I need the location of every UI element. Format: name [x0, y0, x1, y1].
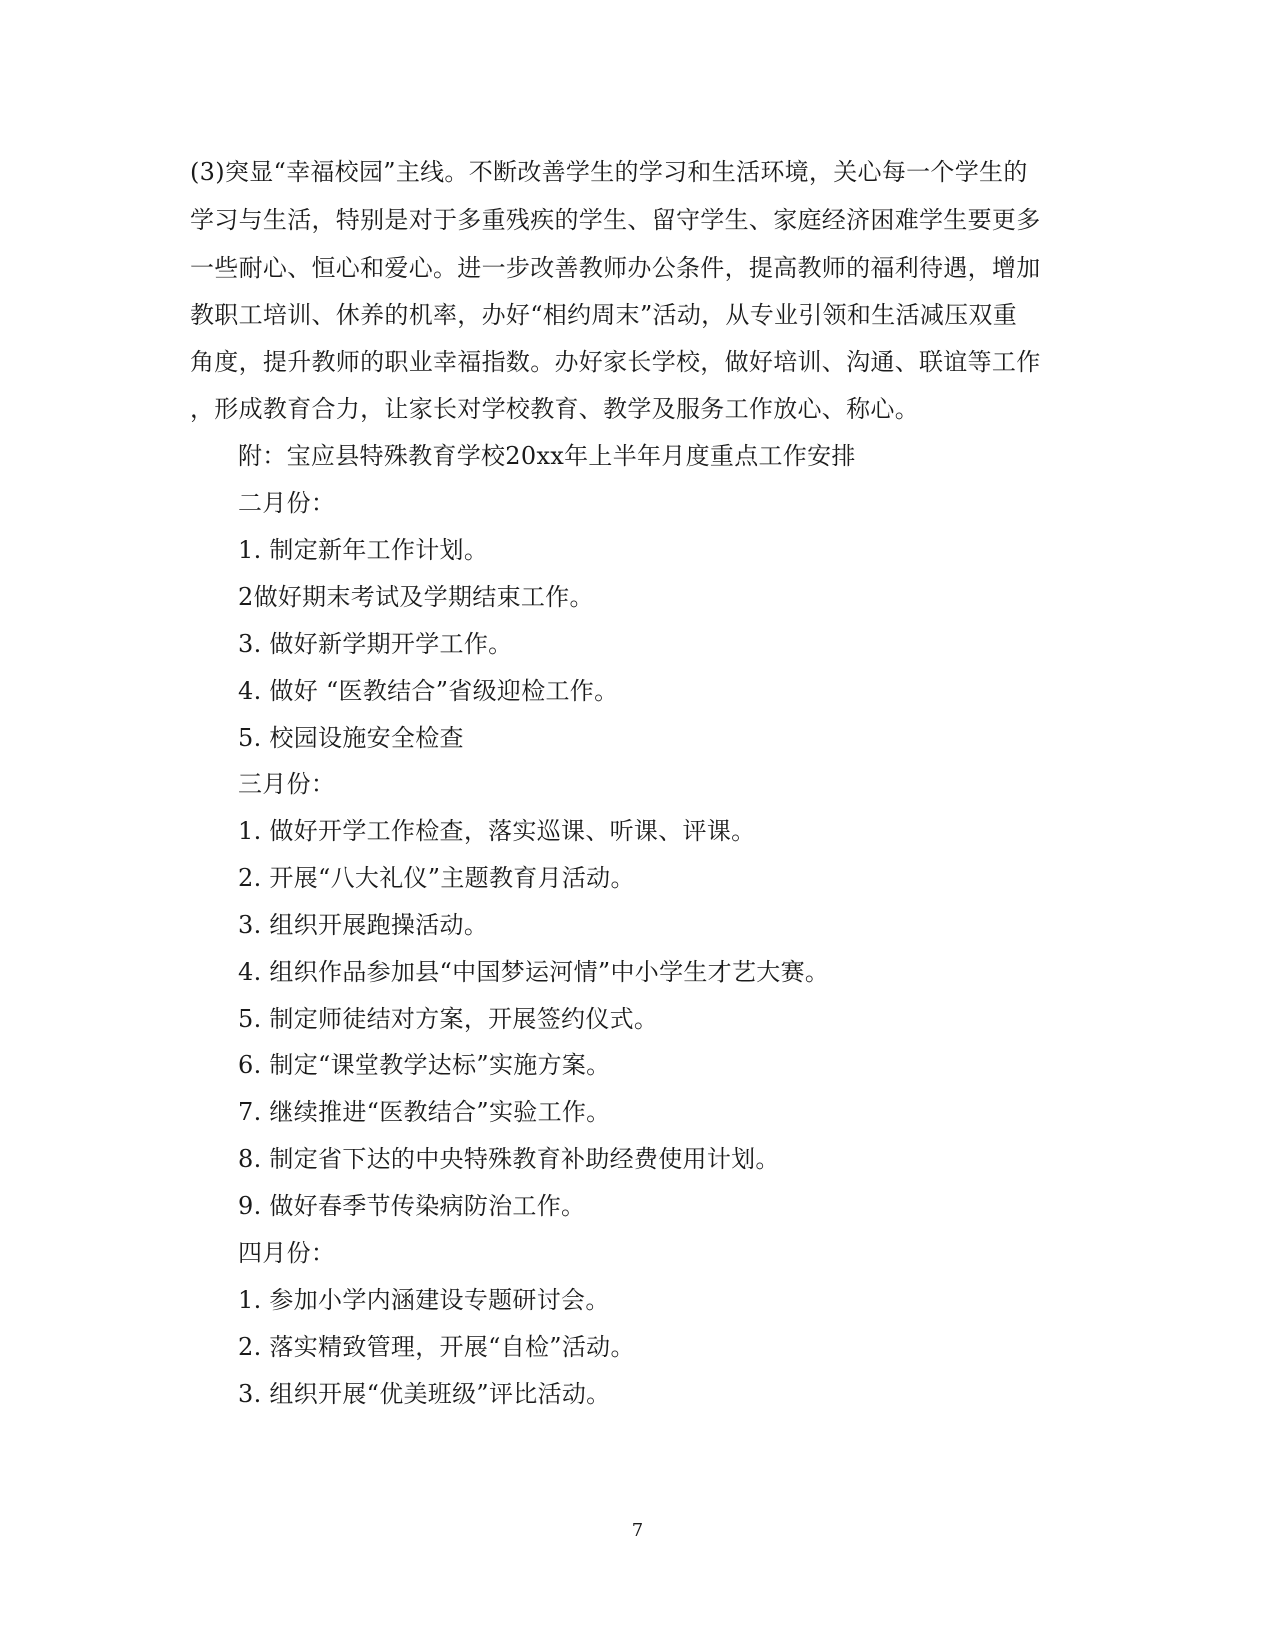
list-item: 6. 制定“课堂教学达标”实施方案。 — [238, 1051, 611, 1079]
month-heading: 四月份： — [238, 1239, 336, 1267]
list-item: 1. 制定新年工作计划。 — [238, 536, 489, 564]
paragraph-line: ，形成教育合力，让家长对学校教育、教学及服务工作放心、称心。 — [190, 395, 919, 423]
list-item: 3. 做好新学期开学工作。 — [238, 630, 513, 658]
list-item: 2做好期末考试及学期结束工作。 — [238, 583, 594, 611]
list-item: 2. 开展“八大礼仪”主题教育月活动。 — [238, 864, 635, 892]
list-item: 2. 落实精致管理，开展“自检”活动。 — [238, 1333, 635, 1361]
page-number: 7 — [631, 1520, 644, 1541]
paragraph-line: 学习与生活，特别是对于多重残疾的学生、留守学生、家庭经济困难学生要更多 — [190, 206, 1041, 234]
list-item: 7. 继续推进“医教结合”实验工作。 — [238, 1098, 611, 1126]
list-item: 9. 做好春季节传染病防治工作。 — [238, 1192, 586, 1220]
paragraph-line: (3)突显“幸福校园”主线。不断改善学生的学习和生活环境，关心每一个学生的 — [190, 158, 1028, 186]
month-heading: 二月份： — [238, 489, 336, 517]
list-item: 4. 做好 “医教结合”省级迎检工作。 — [238, 677, 619, 705]
month-heading: 三月份： — [238, 770, 336, 798]
paragraph-line: 角度，提升教师的职业幸福指数。办好家长学校，做好培训、沟通、联谊等工作 — [190, 348, 1041, 376]
paragraph-line: 一些耐心、恒心和爱心。进一步改善教师办公条件，提高教师的福利待遇，增加 — [190, 254, 1041, 282]
list-item: 1. 参加小学内涵建设专题研讨会。 — [238, 1286, 610, 1314]
list-item: 3. 组织开展跑操活动。 — [238, 911, 489, 939]
list-item: 8. 制定省下达的中央特殊教育补助经费使用计划。 — [238, 1145, 780, 1173]
appendix-title: 附：宝应县特殊教育学校20xx年上半年月度重点工作安排 — [238, 442, 856, 470]
list-item: 3. 组织开展“优美班级”评比活动。 — [238, 1380, 611, 1408]
list-item: 5. 制定师徒结对方案，开展签约仪式。 — [238, 1005, 659, 1033]
list-item: 5. 校园设施安全检查 — [238, 724, 464, 752]
paragraph-line: 教职工培训、休养的机率，办好“相约周末”活动，从专业引领和生活减压双重 — [190, 301, 1018, 329]
list-item: 1. 做好开学工作检查，落实巡课、听课、评课。 — [238, 817, 756, 845]
list-item: 4. 组织作品参加县“中国梦运河情”中小学生才艺大赛。 — [238, 958, 830, 986]
